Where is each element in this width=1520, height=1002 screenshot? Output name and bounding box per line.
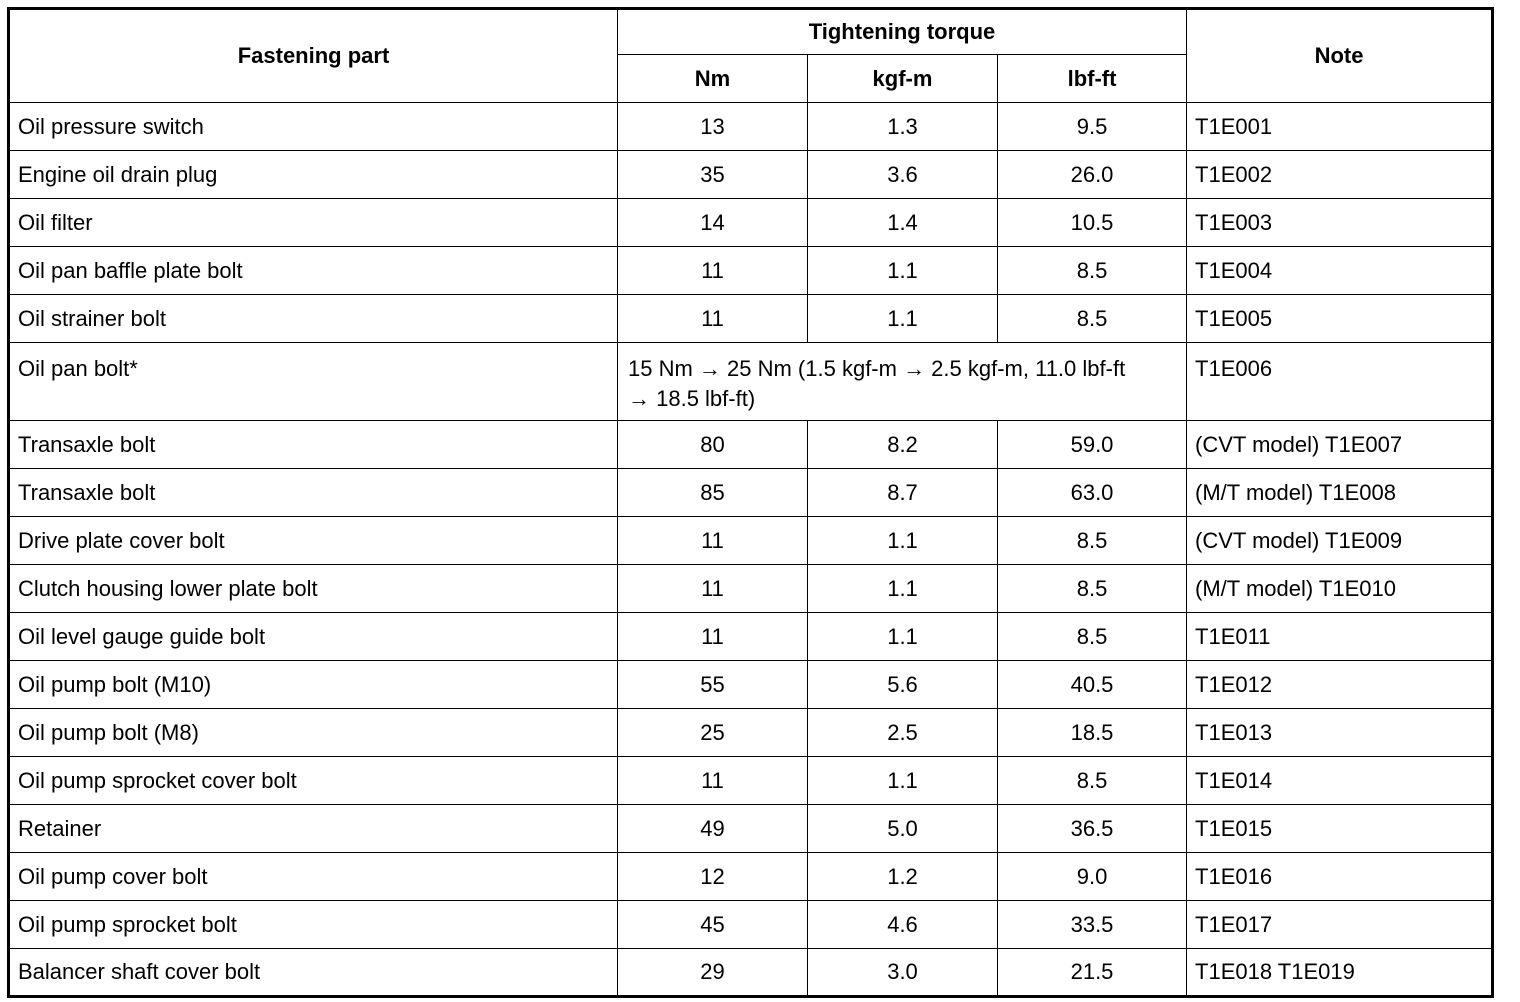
cell-part: Oil pump bolt (M10) xyxy=(9,661,618,709)
cell-part: Oil level gauge guide bolt xyxy=(9,613,618,661)
cell-part: Drive plate cover bolt xyxy=(9,517,618,565)
cell-kgf-m: 1.4 xyxy=(808,199,998,247)
cell-kgf-m: 1.3 xyxy=(808,103,998,151)
cell-part: Oil pressure switch xyxy=(9,103,618,151)
cell-note: (CVT model) T1E009 xyxy=(1187,517,1493,565)
cell-kgf-m: 5.0 xyxy=(808,805,998,853)
cell-lbf-ft: 10.5 xyxy=(998,199,1187,247)
cell-note: T1E014 xyxy=(1187,757,1493,805)
table-row xyxy=(9,949,1493,997)
cell-part: Oil strainer bolt xyxy=(9,295,618,343)
cell-kgf-m: 1.2 xyxy=(808,853,998,901)
cell-lbf-ft: 18.5 xyxy=(998,709,1187,757)
table-row xyxy=(9,151,1493,199)
cell-part: Oil pan bolt* xyxy=(9,343,618,421)
cell-note: T1E002 xyxy=(1187,151,1493,199)
cell-note: T1E012 xyxy=(1187,661,1493,709)
cell-part: Oil pump sprocket cover bolt xyxy=(9,757,618,805)
cell-lbf-ft: 8.5 xyxy=(998,295,1187,343)
cell-kgf-m: 1.1 xyxy=(808,295,998,343)
table-row xyxy=(9,565,1493,613)
cell-lbf-ft: 36.5 xyxy=(998,805,1187,853)
cell-lbf-ft: 9.0 xyxy=(998,853,1187,901)
header-tightening-torque: Tightening torque xyxy=(618,9,1187,55)
table-row xyxy=(9,901,1493,949)
cell-nm: 25 xyxy=(618,709,808,757)
cell-nm: 11 xyxy=(618,517,808,565)
header-row-top xyxy=(9,9,1493,55)
cell-lbf-ft: 63.0 xyxy=(998,469,1187,517)
table-row xyxy=(9,295,1493,343)
header-lbf-ft: lbf-ft xyxy=(998,55,1187,103)
cell-lbf-ft: 33.5 xyxy=(998,901,1187,949)
table-row xyxy=(9,613,1493,661)
table-row xyxy=(9,853,1493,901)
cell-kgf-m: 1.1 xyxy=(808,247,998,295)
table-row xyxy=(9,247,1493,295)
cell-nm: 12 xyxy=(618,853,808,901)
cell-note: T1E001 xyxy=(1187,103,1493,151)
cell-note: T1E013 xyxy=(1187,709,1493,757)
cell-nm: 11 xyxy=(618,247,808,295)
cell-nm: 29 xyxy=(618,949,808,997)
cell-kgf-m: 8.2 xyxy=(808,421,998,469)
table-row xyxy=(9,343,1493,421)
cell-kgf-m: 3.0 xyxy=(808,949,998,997)
cell-merged-torque: 15 Nm → 25 Nm (1.5 kgf-m → 2.5 kgf-m, 11.0 lbf-ft → 18.5 lbf-ft) xyxy=(618,343,1187,421)
cell-note: (CVT model) T1E007 xyxy=(1187,421,1493,469)
cell-lbf-ft: 9.5 xyxy=(998,103,1187,151)
cell-lbf-ft: 21.5 xyxy=(998,949,1187,997)
cell-lbf-ft: 8.5 xyxy=(998,517,1187,565)
cell-note: T1E011 xyxy=(1187,613,1493,661)
cell-note: T1E006 xyxy=(1187,343,1493,421)
cell-lbf-ft: 8.5 xyxy=(998,613,1187,661)
cell-note: T1E016 xyxy=(1187,853,1493,901)
cell-part: Oil pump sprocket bolt xyxy=(9,901,618,949)
cell-part: Oil pump cover bolt xyxy=(9,853,618,901)
table-row xyxy=(9,199,1493,247)
cell-kgf-m: 1.1 xyxy=(808,565,998,613)
cell-nm: 11 xyxy=(618,613,808,661)
cell-part: Retainer xyxy=(9,805,618,853)
cell-kgf-m: 2.5 xyxy=(808,709,998,757)
cell-lbf-ft: 40.5 xyxy=(998,661,1187,709)
cell-kgf-m: 3.6 xyxy=(808,151,998,199)
cell-part: Oil pan baffle plate bolt xyxy=(9,247,618,295)
cell-nm: 11 xyxy=(618,295,808,343)
cell-note: T1E003 xyxy=(1187,199,1493,247)
cell-nm: 49 xyxy=(618,805,808,853)
cell-nm: 11 xyxy=(618,757,808,805)
table-row xyxy=(9,103,1493,151)
cell-lbf-ft: 8.5 xyxy=(998,247,1187,295)
tightening-torque-table xyxy=(7,7,1494,998)
cell-nm: 45 xyxy=(618,901,808,949)
cell-nm: 80 xyxy=(618,421,808,469)
header-fastening-part: Fastening part xyxy=(9,9,618,103)
cell-kgf-m: 1.1 xyxy=(808,757,998,805)
cell-note: T1E005 xyxy=(1187,295,1493,343)
cell-note: (M/T model) T1E010 xyxy=(1187,565,1493,613)
table-row xyxy=(9,421,1493,469)
table-row xyxy=(9,805,1493,853)
cell-part: Oil filter xyxy=(9,199,618,247)
cell-lbf-ft: 26.0 xyxy=(998,151,1187,199)
cell-part: Clutch housing lower plate bolt xyxy=(9,565,618,613)
cell-nm: 35 xyxy=(618,151,808,199)
cell-lbf-ft: 8.5 xyxy=(998,565,1187,613)
cell-note: T1E015 xyxy=(1187,805,1493,853)
cell-part: Engine oil drain plug xyxy=(9,151,618,199)
cell-nm: 13 xyxy=(618,103,808,151)
cell-kgf-m: 1.1 xyxy=(808,517,998,565)
table-row xyxy=(9,709,1493,757)
cell-kgf-m: 1.1 xyxy=(808,613,998,661)
cell-nm: 85 xyxy=(618,469,808,517)
cell-kgf-m: 5.6 xyxy=(808,661,998,709)
cell-note: T1E017 xyxy=(1187,901,1493,949)
cell-part: Transaxle bolt xyxy=(9,421,618,469)
cell-nm: 55 xyxy=(618,661,808,709)
cell-note: (M/T model) T1E008 xyxy=(1187,469,1493,517)
table-row xyxy=(9,661,1493,709)
header-nm: Nm xyxy=(618,55,808,103)
cell-kgf-m: 4.6 xyxy=(808,901,998,949)
cell-part: Oil pump bolt (M8) xyxy=(9,709,618,757)
cell-lbf-ft: 8.5 xyxy=(998,757,1187,805)
cell-part: Balancer shaft cover bolt xyxy=(9,949,618,997)
cell-note: T1E018 T1E019 xyxy=(1187,949,1493,997)
header-note: Note xyxy=(1187,9,1493,103)
table-row xyxy=(9,517,1493,565)
cell-nm: 14 xyxy=(618,199,808,247)
table-row xyxy=(9,757,1493,805)
cell-lbf-ft: 59.0 xyxy=(998,421,1187,469)
table-row xyxy=(9,469,1493,517)
cell-nm: 11 xyxy=(618,565,808,613)
header-kgf-m: kgf-m xyxy=(808,55,998,103)
cell-note: T1E004 xyxy=(1187,247,1493,295)
cell-part: Transaxle bolt xyxy=(9,469,618,517)
cell-kgf-m: 8.7 xyxy=(808,469,998,517)
